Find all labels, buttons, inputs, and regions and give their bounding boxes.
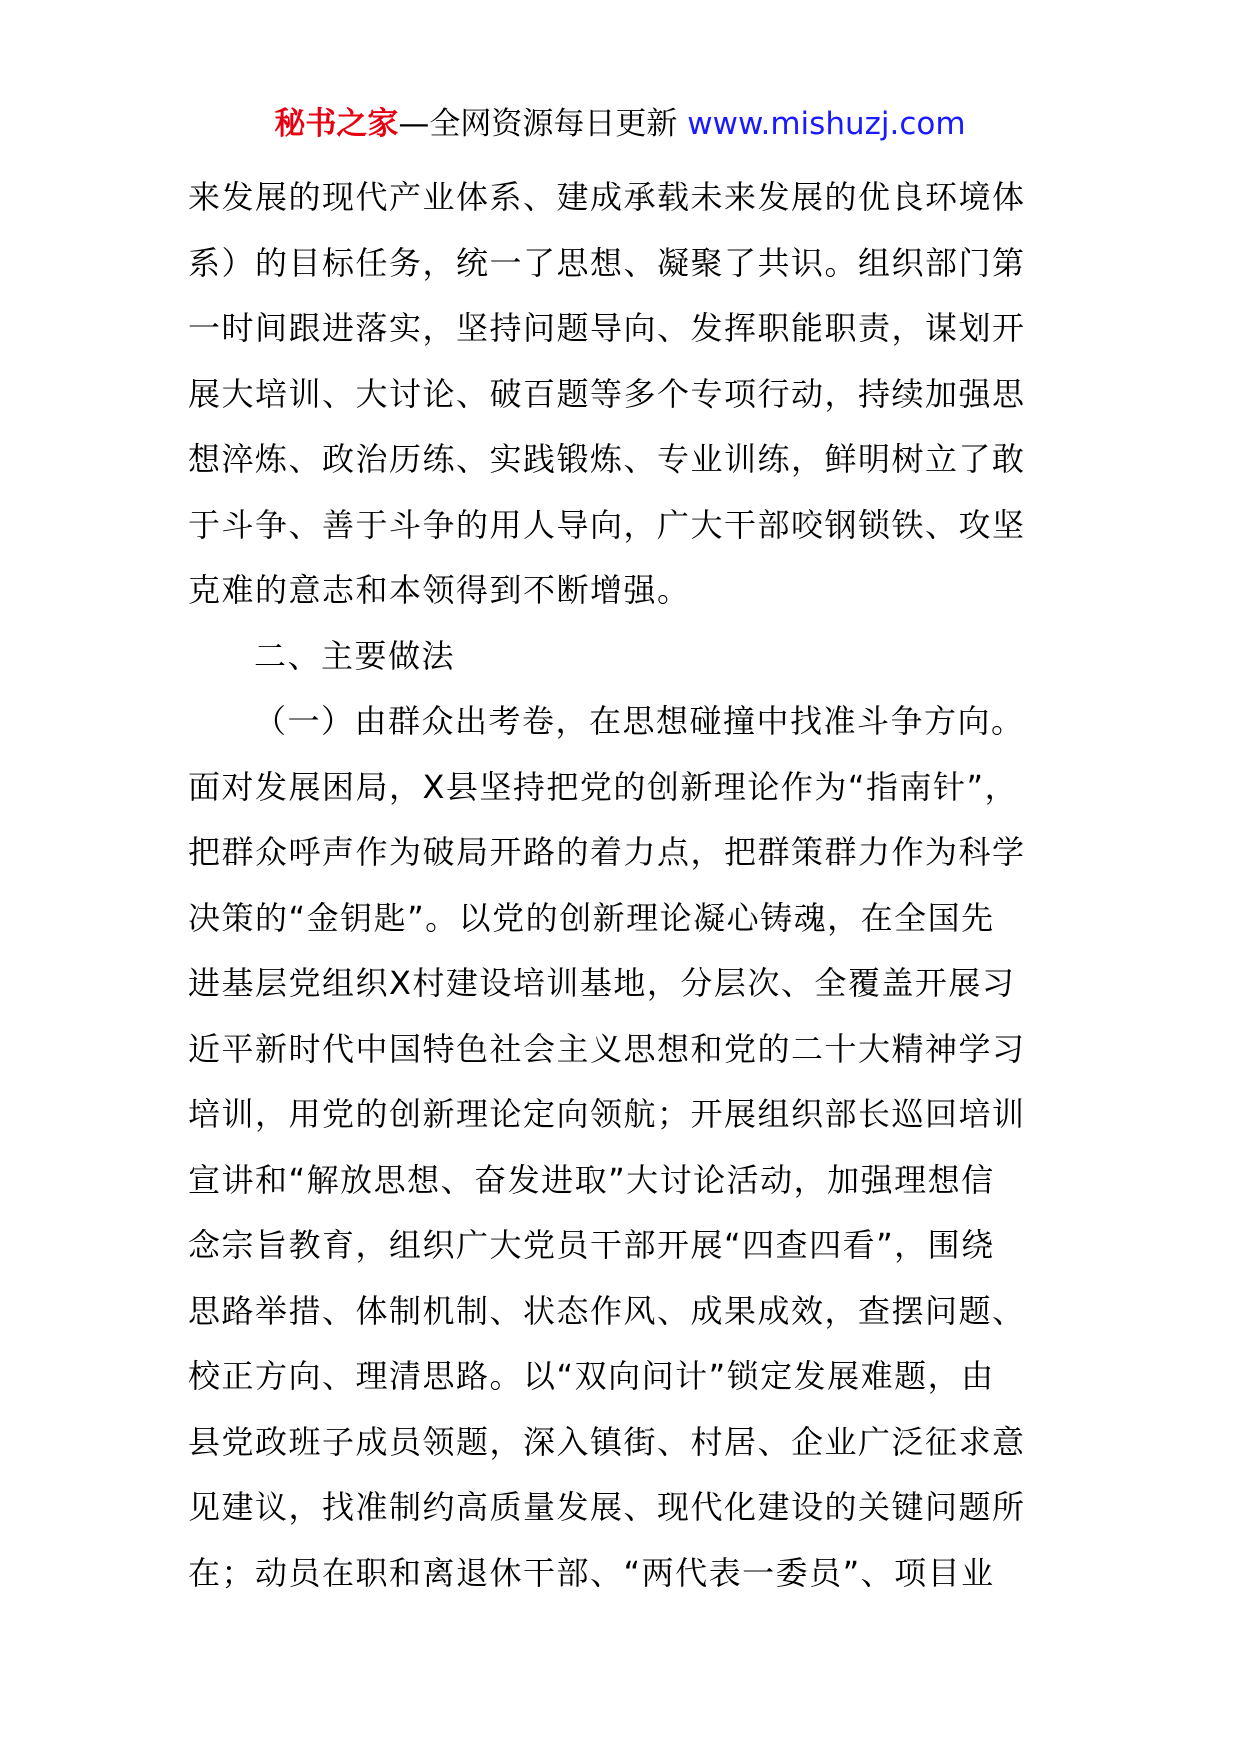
site-url-link[interactable]: www.mishuzj.com xyxy=(687,106,966,142)
text-line: 把群众呼声作为破局开路的着力点，把群策群力作为科学 xyxy=(188,833,1026,871)
text-line: 校正方向、理清思路。以“双向问计”锁定发展难题，由 xyxy=(188,1357,995,1395)
text-line: 近平新时代中国特色社会主义思想和党的二十大精神学习 xyxy=(188,1029,1026,1068)
text-line: 培训，用党的创新理论定向领航；开展组织部长巡回培训 xyxy=(188,1095,1026,1133)
site-name: 秘书之家 xyxy=(274,106,399,142)
text-line: 宣讲和“解放思想、奋发进取”大讨论活动，加强理想信 xyxy=(188,1160,995,1199)
page-header xyxy=(0,104,1240,144)
text-line: 在；动员在职和离退休干部、“两代表一委员”、项目业 xyxy=(188,1553,995,1592)
text-line: 克难的意志和本领得到不断增强。 xyxy=(188,571,691,609)
site-tagline: —全网资源每日更新 xyxy=(398,106,678,142)
text-line: 想淬炼、政治历练、实践锻炼、专业训练，鲜明树立了敢 xyxy=(188,440,1026,478)
subsection-heading: （一）由群众出考卷，在思想碰撞中找准斗争方向。 xyxy=(254,702,1025,740)
text-line: 思路举措、体制机制、状态作风、成果成效，查摆问题、 xyxy=(188,1291,1026,1330)
text-line: 于斗争、善于斗争的用人导向，广大干部咬钢锁铁、攻坚 xyxy=(188,505,1026,544)
text-line: 见建议，找准制约高质量发展、现代化建设的关键问题所 xyxy=(188,1488,1026,1526)
document-body xyxy=(188,165,1054,1606)
text-line: 念宗旨教育，组织广大党员干部开展“四查四看”，围绕 xyxy=(188,1226,995,1264)
text-line: 进基层党组织X村建设培训基地，分层次、全覆盖开展习 xyxy=(188,964,1016,1002)
text-line: 一时间跟进落实，坚持问题导向、发挥职能职责，谋划开 xyxy=(188,309,1026,347)
section-heading: 二、主要做法 xyxy=(254,636,456,675)
text-line: 面对发展困局，X县坚持把党的创新理论作为“指南针”， xyxy=(188,767,1019,806)
text-line: 展大培训、大讨论、破百题等多个专项行动，持续加强思 xyxy=(188,374,1026,413)
text-line: 决策的“金钥匙”。以党的创新理论凝心铸魂，在全国先 xyxy=(188,898,995,937)
text-line: 县党政班子成员领题，深入镇街、村居、企业广泛征求意 xyxy=(188,1422,1026,1461)
text-line: 来发展的现代产业体系、建成承载未来发展的优良环境体 xyxy=(188,178,1026,216)
text-line: 系）的目标任务，统一了思想、凝聚了共识。组织部门第 xyxy=(188,243,1026,282)
